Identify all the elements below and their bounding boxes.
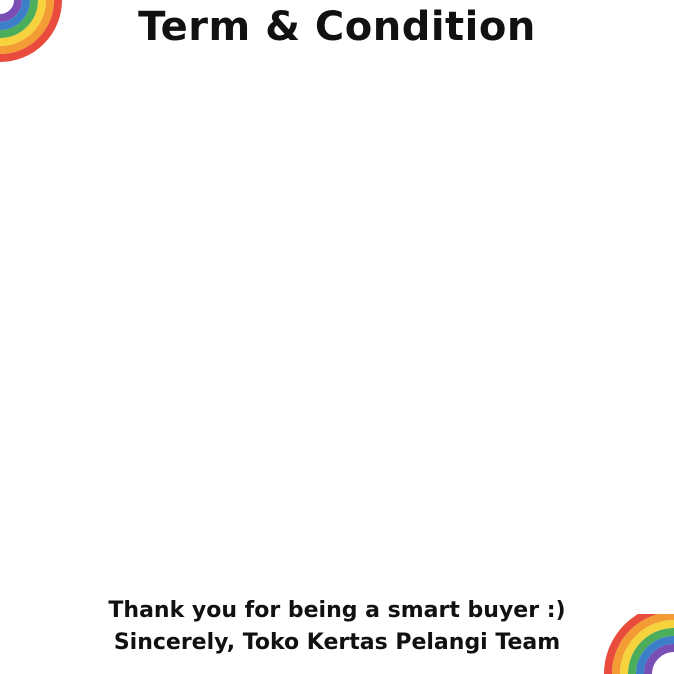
footer-thank-you: Thank you for being a smart buyer :) <box>108 598 566 623</box>
footer-signature: Sincerely, Toko Kertas Pelangi Team <box>113 630 561 655</box>
page-title: Term & Condition <box>138 4 536 50</box>
